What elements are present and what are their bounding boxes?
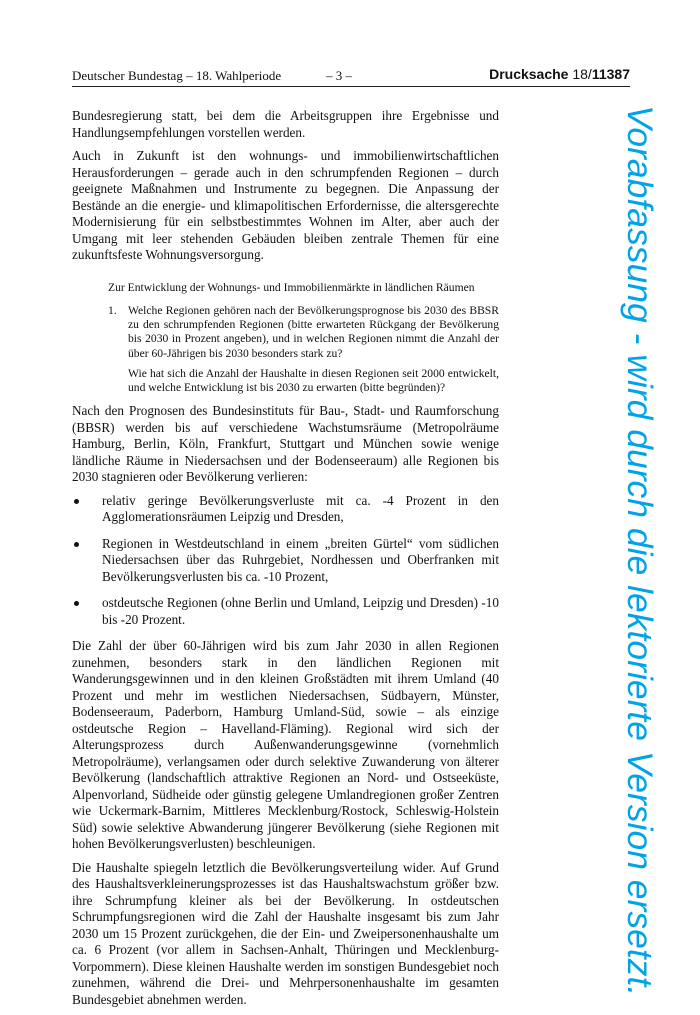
paragraph-households: Die Haushalte spiegeln letztlich die Bevölkerungsverteilung wider. Auf Grund des Haushaltsverkleinerungsprozesses ist das Haushaltswachstum größer bzw. ihre Schrumpfung kleiner als bei der Bevölkerung. In ostdeutschen Schrumpfungsregionen wird die Zahl der Haushalte insgesamt bis zum Jahr 2030 um 15 Prozent zurückgehen, die der Ein- und Zweipersonenhaushalte um ca. 6 Prozent (vor allem in Sachsen-Anhalt, Thüringen und Mecklenburg-Vorpommern). Diese kleinen Haushalte werden im sonstigen Bundesgebiet noch zunehmen, während die Drei- und Mehrpersonenhaushalte im gesamten Bundesgebiet abnehmen werden. [72, 859, 499, 1007]
body-text [72, 108, 499, 1015]
paragraph-intro-continuation: Bundesregierung statt, bei dem die Arbeitsgruppen ihre Ergebnisse und Handlungsempfehlungen vorstellen werden. [72, 108, 499, 140]
paragraph-over-60: Die Zahl der über 60-Jährigen wird bis zum Jahr 2030 in allen Regionen zunehmen, besonders stark in den ländlichen Regionen mit Wanderungsgewinnen und in den kleinen Großstädten mit ihrem Umland (40 Prozent und mehr im westlichen Niedersachsen, Südbayern, Münster, Bodenseeraum, Paderborn, Hamburg Umland-Süd, sowie – als einzige ostdeutsche Region – Havelland-Fläming). Regional wird sich der Alterungsprozess durch Außenwanderungsgewinne (vornehmlich Metropolräume), verlangsamen oder durch selektive Zuwanderung von älterer Bevölkerung (landschaftlich attraktive Regionen an Nord- und Ostseeküste, Alpenvorland, Südheide oder günstig gelegene Umlandregionen großer Zentren wie Uckermark-Barnim, Mittleres Mecklenburg/Rostock, Schleswig-Holstein Süd) sowie selektive Abwanderung jüngerer Bevölkerung (siehe Regionen mit hohen Bevölkerungsverlusten) beschleunigen. [72, 638, 499, 852]
paragraph-future-challenges: Auch in Zukunft ist den wohnungs- und immobilienwirtschaftlichen Herausforderungen – gerade auch in den schrumpfenden Regionen – durch geeignete Maßnahmen und Instrumente zu begegnen. Die Anpassung der Bestände an die energie- und klimapolitischen Erfordernisse, die altersgerechte Modernisierung für ein selbstbestimmtes Wohnen im Alter, aber auch der Umgang mit leer stehenden Gebäuden bleiben zentrale Themen für eine zukunftsfeste Wohnungsversorgung. [72, 148, 499, 262]
header-drucksache-label: Drucksache [489, 66, 569, 82]
header-number-prefix: 18/ [572, 66, 592, 82]
question-1-followup: Wie hat sich die Anzahl der Haushalte in diesen Regionen seit 2000 entwickelt, und welche Entwicklung ist bis 2030 zu erwarten (bitte begründen)? [128, 366, 499, 395]
draft-watermark: Vorabfassung - wird durch die lektorierte Version ersetzt. [620, 105, 660, 997]
list-item [72, 595, 499, 628]
list-item-text: ostdeutsche Regionen (ohne Berlin und Umland, Leipzig und Dresden) -10 bis -20 Prozent. [102, 595, 499, 627]
list-item [72, 536, 499, 586]
page-header [72, 66, 630, 87]
header-parliament-period: Deutscher Bundestag – 18. Wahlperiode [72, 68, 282, 83]
section-heading: Zur Entwicklung der Wohnungs- und Immobilienmärkte in ländlichen Räumen [108, 280, 475, 294]
list-item-text: Regionen in Westdeutschland in einem „breiten Gürtel“ vom südlichen Niedersachsen über das Ruhrgebiet, Nordhessen und Oberfranken mit Bevölkerungsverlusten bis ca. -10 Prozent, [102, 535, 499, 584]
bullet-icon [74, 542, 79, 547]
question-1 [108, 304, 499, 361]
header-document-number [489, 66, 630, 82]
bullet-list [72, 493, 499, 629]
header-number: 11387 [591, 66, 630, 82]
list-item-text: relativ geringe Bevölkerungsverluste mit ca. -4 Prozent in den Agglomerationsräumen Leipzig und Dresden, [102, 492, 499, 525]
header-page-number: – 3 – [326, 68, 352, 83]
question-1-text: Welche Regionen gehören nach der Bevölkerungsprognose bis 2030 des BBSR zu den schrumpfenden Regionen (bitte erwarteten Rückgang der Bevölkerung bis 2030 in Prozent angeben), und in welchen Regionen nimmt die Anzahl der über 60-Jährigen bis 2030 besonders stark zu? [128, 304, 499, 360]
question-number: 1. [108, 304, 117, 317]
list-item [72, 493, 499, 526]
paragraph-bbsr-prognosis: Nach den Prognosen des Bundesinstituts für Bau-, Stadt- und Raumforschung (BBSR) werden bis auf verschiedene Wachstumsräume (Metropolräume Hamburg, Berlin, Köln, Frankfurt, Stuttgart und München sowie wenige ländliche Räume in Niedersachsen und der Bodenseeraum) alle Regionen bis 2030 stagnieren oder Bevölkerung verlieren: [72, 403, 499, 485]
bullet-icon [74, 499, 79, 504]
bullet-icon [74, 601, 79, 606]
